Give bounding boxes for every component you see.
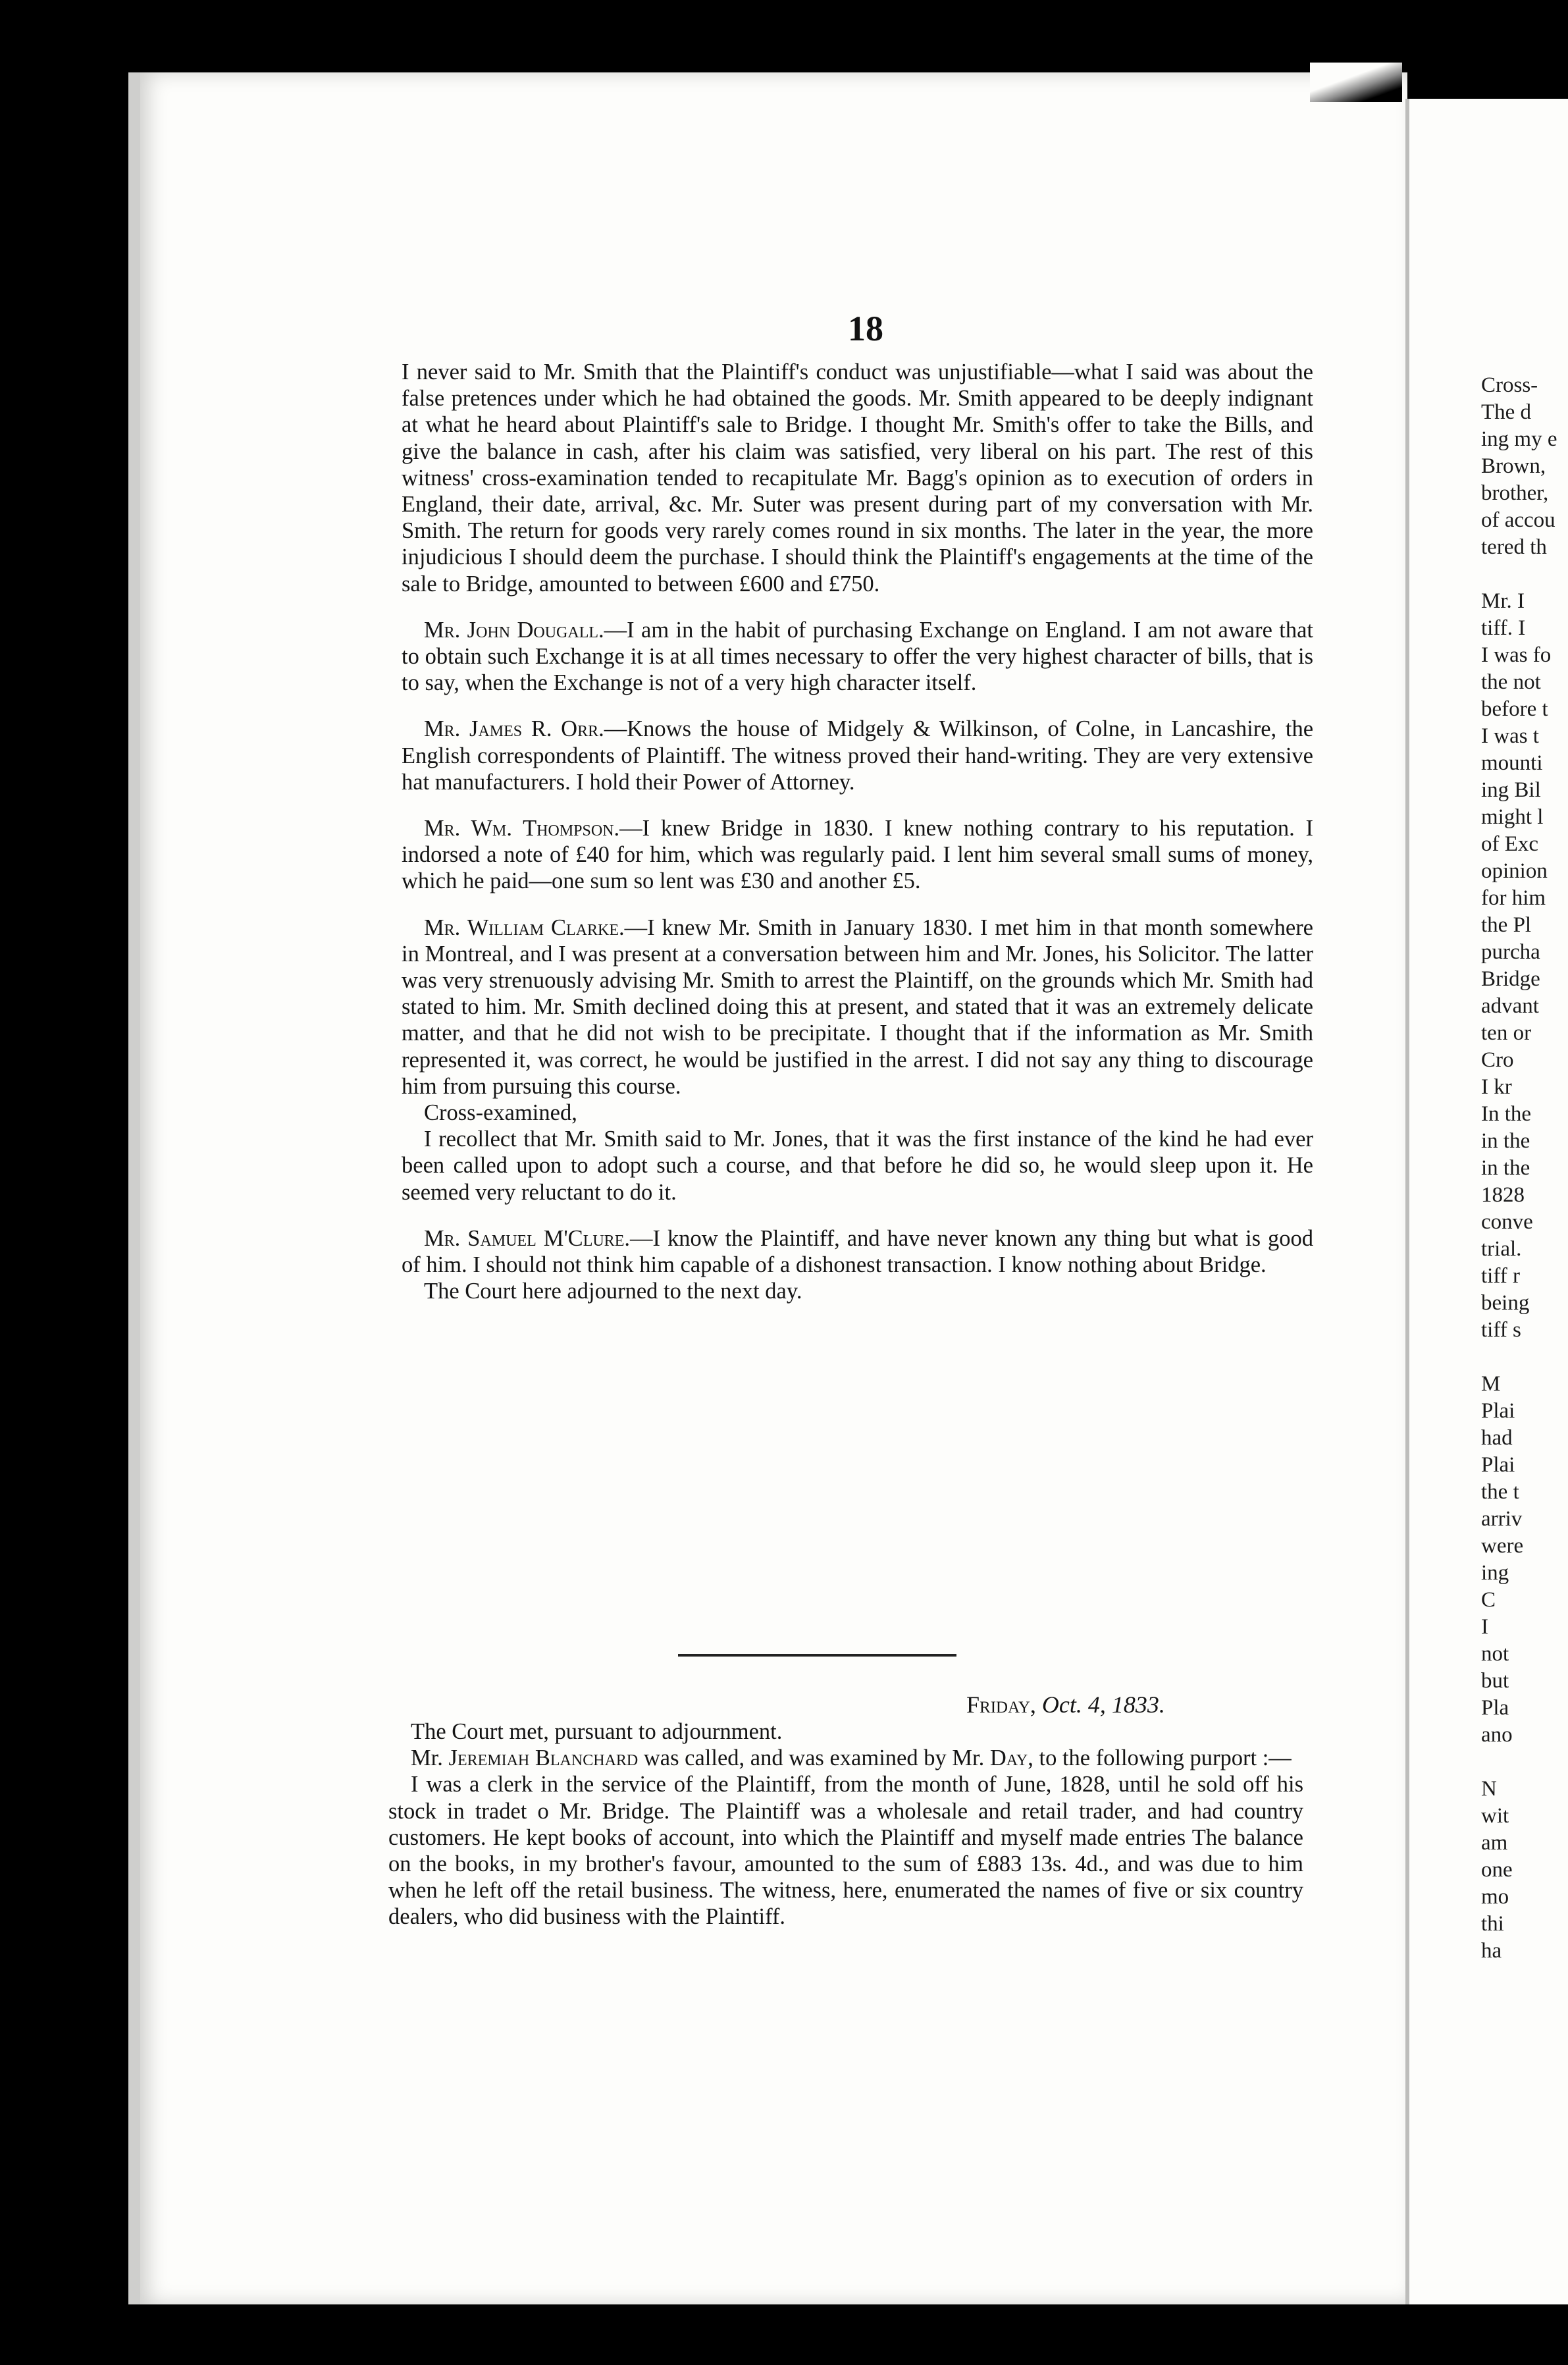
paragraph-text: —Knows the house of Midgely & Wilkinson, of Colne, in Lancashire, the English correspondents of Plaintiff. The witness proved their hand-writing. They are very extensive hat manufacturers. I hold their Power of Attorney. xyxy=(402,716,1314,795)
right-page-fragment: Cro xyxy=(1481,1048,1514,1072)
right-page-fragment: might l xyxy=(1481,805,1544,829)
right-page-fragment: Mr. I xyxy=(1481,589,1525,613)
right-page-fragment: trial. xyxy=(1481,1237,1522,1261)
right-page-fragment: thi xyxy=(1481,1912,1504,1936)
speaker-name: Mr. Samuel M'Clure. xyxy=(424,1225,630,1251)
speaker-name: Mr. James R. Orr. xyxy=(424,716,604,742)
speaker-name: Mr. John Dougall. xyxy=(424,617,604,643)
right-page-fragment: conve xyxy=(1481,1210,1533,1234)
paragraph-text: —I know the Plaintiff, and have never known any thing but what is good of him. I should not think him capable of a dishonest transaction. I know nothing about Bridge. xyxy=(402,1225,1313,1278)
called-post: to the following purport :— xyxy=(1039,1745,1292,1771)
witness-name: Jeremiah Blanchard xyxy=(448,1745,639,1771)
right-page-fragment: Pla xyxy=(1481,1696,1509,1720)
right-page-fragment xyxy=(1481,1749,1557,1776)
right-page-fragment: tiff r xyxy=(1481,1264,1520,1288)
right-page-fragment: ing Bil xyxy=(1481,778,1541,802)
paragraph-clarke xyxy=(402,915,1313,1100)
right-page-fragment: In the xyxy=(1481,1102,1532,1126)
paragraph-mcclure xyxy=(402,1225,1313,1278)
main-text-block xyxy=(402,359,1313,1305)
paragraph-text: —I knew Mr. Smith in January 1830. I met him in that month somewhere in Montreal, and I was present at a conversation between him and Mr. Jones, his Solicitor. The latter was very strenuously advising Mr. Smith to arrest the Plaintiff, on the grounds which Mr. Smith had stated to him. Mr. Smith declined doing this at present, and stated that it was an extremely delicate matter, and that he did not wish to be precipitate. I thought that if the information as Mr. Smith represented it, was correct, he would be justified in the arrest. I did not say any thing to discourage him from pursuing this course. xyxy=(402,915,1313,1099)
right-page-fragment: brother, xyxy=(1481,481,1549,505)
right-page-fragment: purcha xyxy=(1481,940,1540,964)
paragraph-dougall xyxy=(402,617,1313,697)
paragraph-orr xyxy=(402,716,1313,795)
right-page-fragment: of accou xyxy=(1481,508,1555,532)
speaker-name: Mr. Wm. Thompson. xyxy=(424,816,620,841)
right-page-fragment xyxy=(1481,1344,1557,1371)
dateline-date: Oct. 4, 1833. xyxy=(1041,1691,1165,1718)
right-page-fragment: The d xyxy=(1481,400,1532,424)
right-page-fragment: mounti xyxy=(1481,751,1543,775)
right-page-fragment: tered th xyxy=(1481,535,1547,559)
right-page-fragment: ten or xyxy=(1481,1021,1532,1045)
right-page-fragment: I xyxy=(1481,1615,1488,1639)
right-page-fragment: before t xyxy=(1481,697,1548,721)
right-page-fragment: I was t xyxy=(1481,724,1539,748)
right-page-fragment: but xyxy=(1481,1669,1509,1693)
right-page-fragments xyxy=(1481,372,1557,1965)
paragraph-called xyxy=(388,1745,1303,1771)
paragraph-court-met: The Court met, pursuant to adjournment. xyxy=(411,1719,783,1744)
paragraph-adjourned: The Court here adjourned to the next day. xyxy=(424,1279,802,1304)
right-page-fragment: for him xyxy=(1481,886,1546,910)
paragraph-text: —I knew Bridge in 1830. I knew nothing contrary to his reputation. I indorsed a note of £40 for him, which was regularly paid. I lent him several small sums of money, which he paid—one sum so lent was £30 and another £5. xyxy=(402,816,1313,894)
right-page-fragment: ano xyxy=(1481,1723,1513,1747)
called-mid: was called, and was examined by Mr. xyxy=(643,1745,985,1771)
dateline xyxy=(966,1691,1165,1718)
right-page-fragment: Cross- xyxy=(1481,373,1538,397)
page-corner-shadow xyxy=(1310,63,1402,102)
right-page-fragment: advant xyxy=(1481,994,1539,1018)
paragraph-text: —I am in the habit of purchasing Exchange on England. I am not aware that to obtain such Exchange it is at all times necessary to offer the very highest character of bills, that is to say, when the Exchange is not of a very high character itself. xyxy=(402,617,1314,696)
speaker-name: Mr. William Clarke. xyxy=(424,915,625,940)
right-page-fragment: I was fo xyxy=(1481,643,1552,667)
right-page-fragment: the Pl xyxy=(1481,913,1532,937)
right-page-fragment: tiff. I xyxy=(1481,616,1526,640)
right-page-fragment: opinion xyxy=(1481,859,1548,883)
right-page-fragment xyxy=(1481,561,1557,588)
right-page-fragment: N xyxy=(1481,1777,1497,1801)
right-page-fragment: Bridge xyxy=(1481,967,1540,991)
section-divider xyxy=(678,1654,956,1657)
called-pre: Mr. xyxy=(411,1745,443,1771)
right-page-fragment: mo xyxy=(1481,1885,1509,1909)
right-page-fragment: Plai xyxy=(1481,1453,1515,1477)
right-page-fragment: 1828 xyxy=(1481,1183,1525,1207)
right-page-fragment: the t xyxy=(1481,1480,1519,1504)
right-page-fragment: tiff s xyxy=(1481,1318,1521,1342)
right-page-fragment: of Exc xyxy=(1481,832,1539,856)
right-page-fragment: in the xyxy=(1481,1156,1530,1180)
paragraph-1: I never said to Mr. Smith that the Plaintiff's conduct was unjustifiable—what I said was about the false pretences under which he had obtained the goods. Mr. Smith appeared to be deeply indignant at what he heard about Plaintiff's sale to Bridge. I thought Mr. Smith's offer to take the Bills, and give the balance in cash, after his claim was satisfied, very liberal on his part. The rest of this witness' cross-examination tended to recapitulate Mr. Bagg's opinion as to execution of orders in England, their date, arrival, &c. Mr. Suter was present during part of my conversation with Mr. Smith. The return for goods very rarely comes round in six months. The later in the year, the more injudicious I should deem the purchase. I should think the Plaintiff's engagements at the time of the sale to Bridge, amounted to between £600 and £750. xyxy=(402,359,1313,597)
right-page-fragment: ha xyxy=(1481,1939,1502,1963)
paragraph-cross-examination: I recollect that Mr. Smith said to Mr. Jones, that it was the first instance of the kind he had ever been called upon to adopt such a course, and that before he did so, he would sleep upon it. He seemed very reluctant to do it. xyxy=(402,1127,1313,1205)
right-page-fragment: the not xyxy=(1481,670,1541,694)
examiner-name: Day, xyxy=(989,1745,1033,1771)
right-page-fragment: wit xyxy=(1481,1804,1509,1828)
right-page-fragment: were xyxy=(1481,1534,1524,1558)
paragraph-thompson xyxy=(402,815,1313,895)
right-page-fragment: M xyxy=(1481,1372,1501,1396)
right-page-fragment: ing my e xyxy=(1481,427,1557,451)
right-page-fragment: I kr xyxy=(1481,1075,1512,1099)
right-page-fragment: being xyxy=(1481,1291,1530,1315)
dateline-day: Friday, xyxy=(966,1691,1036,1718)
page-number: 18 xyxy=(848,309,883,348)
cross-examined-label: Cross-examined, xyxy=(424,1100,577,1126)
right-page-fragment: ing xyxy=(1481,1561,1509,1585)
right-page-fragment: arriv xyxy=(1481,1507,1523,1531)
right-page-fragment: had xyxy=(1481,1426,1513,1450)
right-page-fragment: Brown, xyxy=(1481,454,1546,478)
right-page-fragment: am xyxy=(1481,1831,1508,1855)
right-page-fragment: Plai xyxy=(1481,1399,1515,1423)
right-page-fragment: in the xyxy=(1481,1129,1530,1153)
friday-text-block xyxy=(388,1718,1303,1930)
right-page-fragment: not xyxy=(1481,1642,1509,1666)
right-page-fragment: one xyxy=(1481,1858,1513,1882)
paragraph-blanchard-testimony: I was a clerk in the service of the Plaintiff, from the month of June, 1828, until he sold off his stock in tradet o Mr. Bridge. The Plaintiff was a wholesale and retail trader, and had country customers. He kept books of account, into which the Plaintiff and myself made entries The balance on the books, in my brother's favour, amounted to the sum of £883 13s. 4d., and was due to him when he left off the retail business. The witness, here, enumerated the names of five or six country dealers, who did business with the Plaintiff. xyxy=(388,1772,1303,1930)
right-page-fragment: C xyxy=(1481,1588,1496,1612)
